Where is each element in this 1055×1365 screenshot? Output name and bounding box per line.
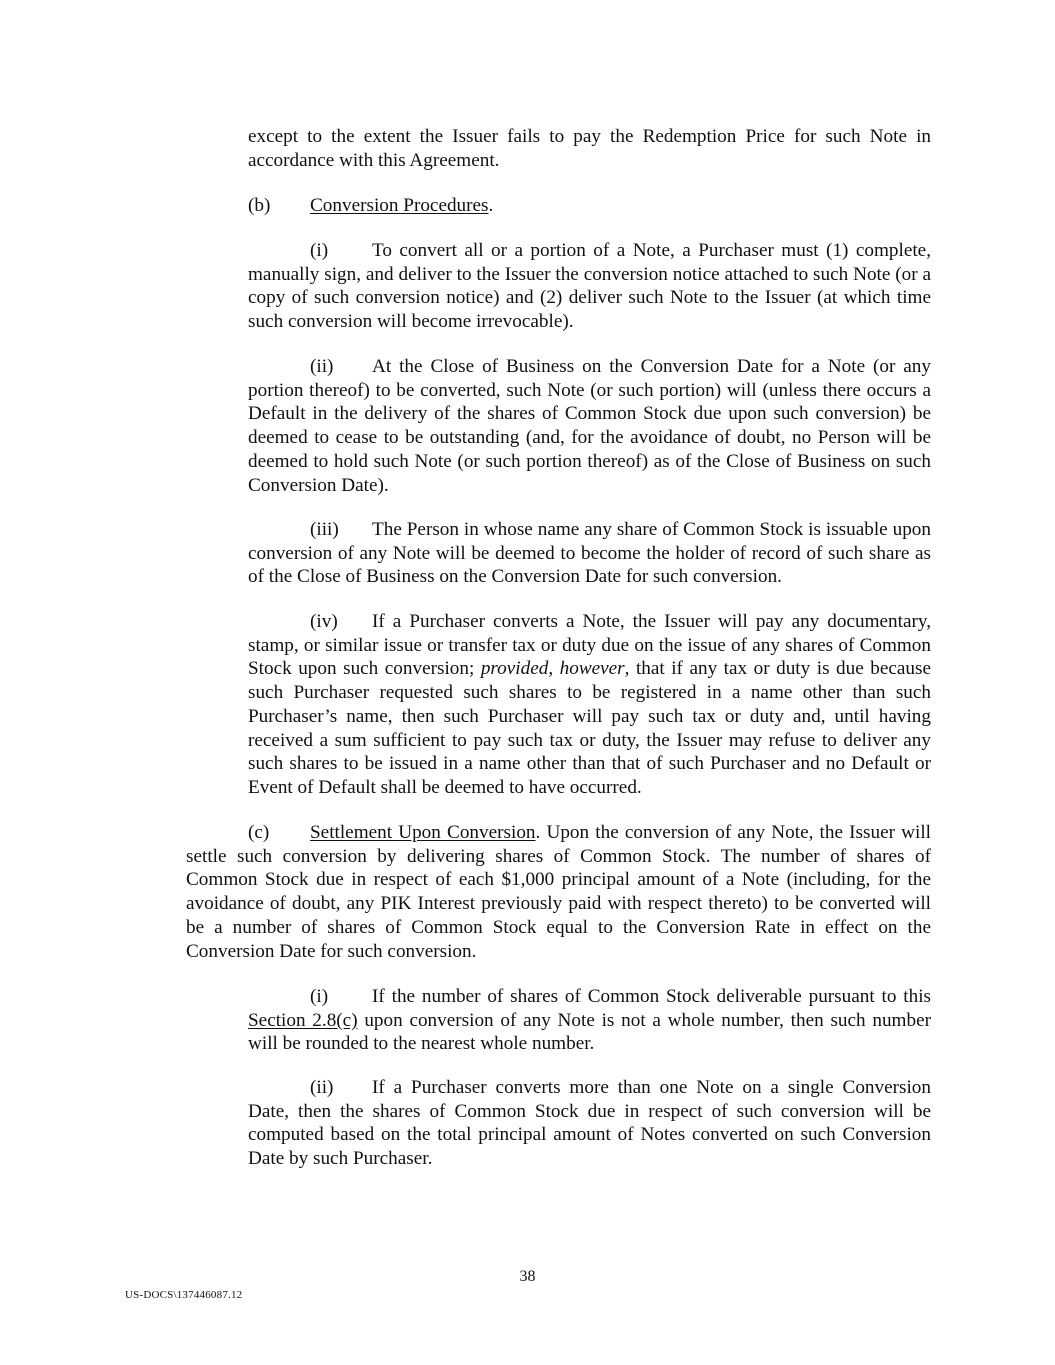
section-b-heading [248,194,931,218]
heading-period: . [488,195,494,216]
clause-text: If the number of shares of Common Stock deliverable pursuant to this [372,986,931,1007]
document-id-footer: US-DOCS\137446087.12 [125,1289,243,1301]
clause-label: (ii) [310,1077,334,1098]
section-heading: Settlement Upon Conversion [310,822,536,843]
section-heading: Conversion Procedures [310,195,489,216]
clause-text-continued: upon conversion of any Note is not a whole number, then such number will be rounded to the nearest whole number. [248,1009,931,1055]
clause-text: At the Close of Business on the Conversion Date for a Note (or any portion thereof) to be converted, such Note (or such portion) will (unless there occurs a Default in the delivery of the shares of Common Stock due upon such conversion) be deemed to cease to be outstanding (and, for the avoidance of doubt, no Person will be deemed to hold such Note (or such portion thereof) as of the Close of Business on such Conversion Date). [248,356,931,496]
paragraph-text: except to the extent the Issuer fails to pay the Redemption Price for such Note in accordance with this Agreement. [248,126,931,171]
clause-b-ii [248,355,931,497]
clause-label: (i) [310,240,329,261]
clause-c-ii [248,1076,931,1171]
section-label: (b) [248,195,271,216]
provided-italic: provided [480,658,549,680]
clause-label: (ii) [310,356,334,377]
clause-text: If a Purchaser converts a Note, the Issuer will pay any documentary, stamp, or similar issue or transfer tax or duty due on the issue of any shares of Common Stock upon such conversion; [248,611,931,680]
clause-text: To convert all or a portion of a Note, a Purchaser must (1) complete, manually sign, and deliver to the Issuer the conversion notice attached to such Note (or a copy of such conversion notice) and (2) deliver such Note to the Issuer (at which time such conversion will become irrevocable). [248,240,931,333]
page-number: 38 [519,1268,536,1285]
clause-c-i [248,985,931,1056]
comma: , [548,658,560,680]
clause-text-continued: , that if any tax or duty is due because such Purchaser requested such shares to be registered in a name other than such Purchaser’s name, then such Purchaser will pay such tax or duty and, until having received a sum sufficient to pay such tax or duty, the Issuer may refuse to deliver any such shares to be issued in a name other than that of such Purchaser and no Default or Event of Default shall be deemed to have occurred. [248,658,931,798]
section-text: . Upon the conversion of any Note, the Issuer will settle such conversion by delivering shares of Common Stock. The number of shares of Common Stock due in respect of each $1,000 principal amount of a Note (including, for the avoidance of doubt, any PIK Interest previously paid with respect thereto) to be converted will be a number of shares of Common Stock equal to the Conversion Rate in effect on the Conversion Date for such conversion. [186,822,931,962]
clause-label: (i) [310,986,329,1007]
clause-text: If a Purchaser converts more than one Note on a single Conversion Date, then the shares of Common Stock due in respect of such conversion will be computed based on the total principal amount of Notes converted on such Conversion Date by such Purchaser. [248,1077,931,1170]
however-italic: however [559,658,625,680]
section-label: (c) [248,822,270,843]
clause-b-i [248,239,931,334]
clause-b-iv [248,610,931,800]
clause-label: (iii) [310,519,339,540]
section-c [186,821,931,963]
paragraph-continuation [248,125,931,172]
clause-text: The Person in whose name any share of Common Stock is issuable upon conversion of any Note will be deemed to become the holder of record of such share as of the Close of Business on the Conversion Date for such conversion. [248,519,931,588]
section-reference-link: Section 2.8(c) [248,1009,358,1031]
clause-b-iii [248,518,931,589]
clause-label: (iv) [310,611,338,632]
